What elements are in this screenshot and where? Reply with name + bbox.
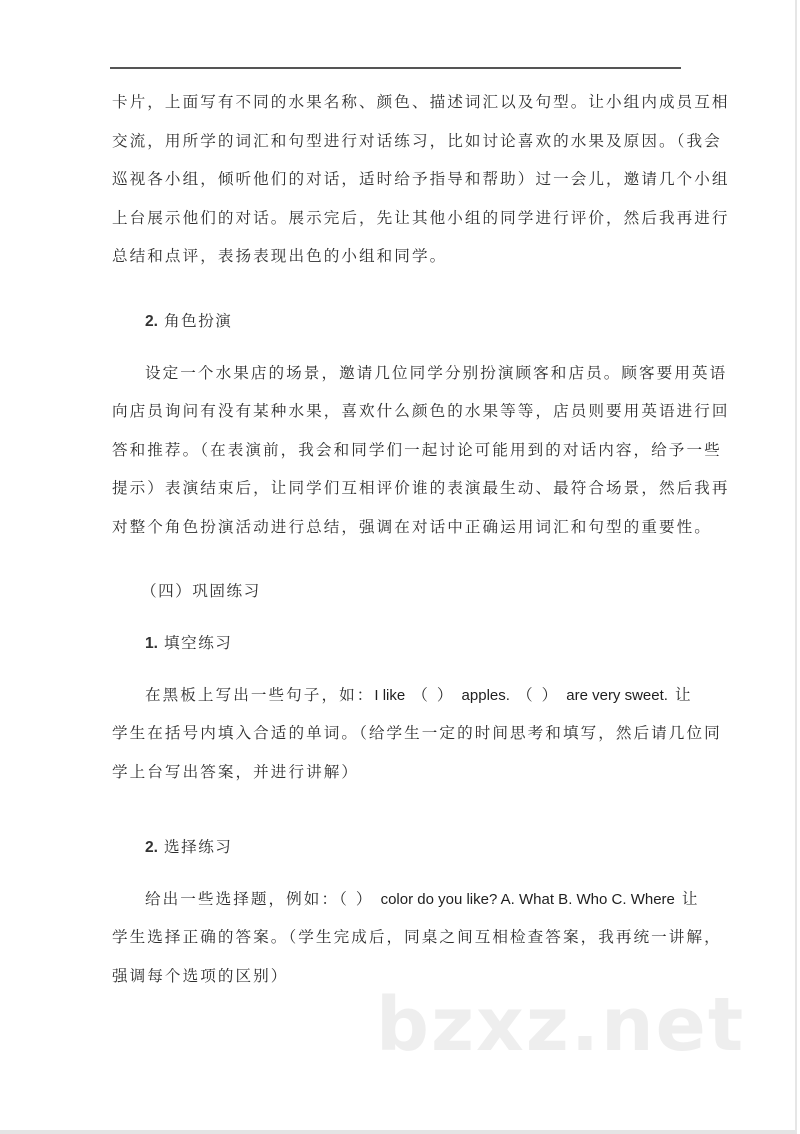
paragraph-line: 学上台写出答案，并进行讲解） (112, 763, 360, 781)
text-suffix: 让 (681, 890, 700, 908)
section-number: 2. (145, 839, 159, 856)
part-four-heading: （四）巩固练习 (141, 582, 261, 600)
text-suffix: 让 (674, 686, 693, 704)
paragraph-line: 学生在括号内填入合适的单词。（给学生一定的时间思考和填写，然后请几位同 (112, 724, 722, 742)
fill-blank-example-line (145, 685, 693, 706)
section-number: 1. (145, 635, 159, 652)
paragraph-line: 交流，用所学的词汇和句型进行对话练习，比如讨论喜欢的水果及原因。（我会 (112, 132, 722, 150)
section-heading-role-play (145, 311, 232, 332)
section-heading-choice (145, 837, 232, 858)
paragraph-line: 学生选择正确的答案。（学生完成后，同桌之间互相检查答案，我再统一讲解， (112, 928, 722, 946)
paragraph-line: 巡视各小组，倾听他们的对话，适时给予指导和帮助）过一会儿，邀请几个小组 (112, 170, 730, 188)
paragraph-line: 强调每个选项的区别） (112, 967, 289, 985)
choice-example-line (145, 889, 700, 910)
section-number: 2. (145, 313, 159, 330)
paragraph-line: 上台展示他们的对话。展示完后，先让其他小组的同学进行评价，然后我再进行 (112, 209, 730, 227)
english-text: color do you like? A. What B. Who C. Where (380, 891, 675, 908)
text-prefix: 在黑板上写出一些句子，如： (145, 686, 375, 704)
blank-parens: （ ） (412, 686, 455, 704)
header-rule (110, 67, 681, 69)
paragraph-line: 设定一个水果店的场景，邀请几位同学分别扮演顾客和店员。顾客要用英语 (145, 364, 728, 382)
section-title: 角色扮演 (164, 312, 233, 330)
paragraph-line: 总结和点评，表扬表现出色的小组和同学。 (112, 247, 448, 265)
section-heading-fill-blank (145, 633, 232, 654)
paragraph-line: 答和推荐。（在表演前，我会和同学们一起讨论可能用到的对话内容，给予一些 (112, 441, 722, 459)
english-text: apples. (461, 687, 510, 704)
text-prefix: 给出一些选择题，例如：（ ） (145, 890, 374, 908)
blank-parens: （ ） (516, 686, 560, 704)
english-text: I like (374, 687, 406, 704)
section-title: 填空练习 (164, 634, 233, 652)
english-text: are very sweet. (566, 687, 668, 704)
paragraph-line: 向店员询问有没有某种水果，喜欢什么颜色的水果等等，店员则要用英语进行回 (112, 402, 730, 420)
paragraph-line: 卡片，上面写有不同的水果名称、颜色、描述词汇以及句型。让小组内成员互相 (112, 93, 730, 111)
watermark: bzxz.net (376, 982, 746, 1068)
section-title: 选择练习 (164, 838, 233, 856)
paragraph-line: 提示）表演结束后，让同学们互相评价谁的表演最生动、最符合场景，然后我再 (112, 479, 730, 497)
paragraph-line: 对整个角色扮演活动进行总结，强调在对话中正确运用词汇和句型的重要性。 (112, 518, 712, 536)
